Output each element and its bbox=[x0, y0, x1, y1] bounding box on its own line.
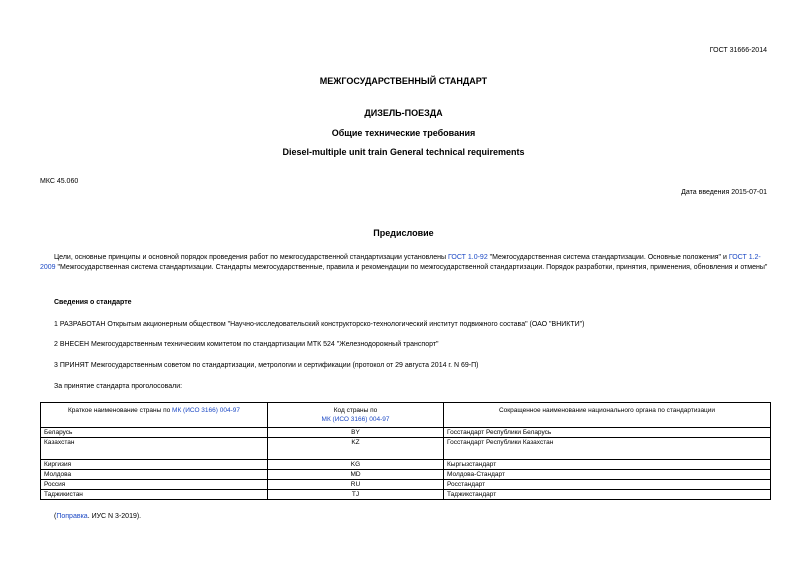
standard-type-title: МЕЖГОСУДАРСТВЕННЫЙ СТАНДАРТ bbox=[319, 76, 488, 86]
document-subtitle: Общие технические требования bbox=[331, 128, 476, 138]
foreword-heading: Предисловие bbox=[373, 228, 434, 238]
document-english-title: Diesel-multiple unit train General technical requirements bbox=[282, 147, 525, 157]
about-item-2: 2 ВНЕСЕН Межгосударственным техническим комитетом по стандартизации МТК 524 "Железнодорожный транспорт" bbox=[54, 341, 439, 348]
code-cell: BY bbox=[268, 428, 444, 438]
code-cell: TJ bbox=[268, 490, 444, 500]
about-item-1: 1 РАЗРАБОТАН Открытым акционерным обществом "Научно-исследовательский конструкторско-технологический институт подвижного состава" (ОАО "ВНИКТИ") bbox=[54, 321, 585, 328]
document-number: ГОСТ 31666-2014 bbox=[709, 47, 767, 54]
table-header-row bbox=[41, 403, 771, 428]
introduction-date: Дата введения 2015-07-01 bbox=[681, 189, 767, 196]
code-cell: KZ bbox=[268, 438, 444, 460]
about-item-3: 3 ПРИНЯТ Межгосударственным советом по стандартизации, метрологии и сертификации (протокол от 29 августа 2014 г. N 69-П) bbox=[54, 362, 479, 369]
body-cell: Росстандарт bbox=[444, 480, 771, 490]
mk-iso-3166-link[interactable]: МК (ИСО 3166) 004-97 bbox=[321, 416, 390, 423]
country-cell: Молдова bbox=[41, 470, 268, 480]
table-row bbox=[41, 428, 771, 438]
country-cell: Россия bbox=[41, 480, 268, 490]
country-cell: Киргизия bbox=[41, 460, 268, 470]
foreword-paragraph bbox=[40, 253, 770, 274]
country-cell: Беларусь bbox=[41, 428, 268, 438]
table-row bbox=[41, 438, 771, 460]
amendment-link[interactable]: Поправка bbox=[56, 513, 88, 520]
mk-iso-3166-link[interactable]: МК (ИСО 3166) 004-97 bbox=[172, 407, 240, 414]
table-row bbox=[41, 480, 771, 490]
voted-label: За принятие стандарта проголосовали: bbox=[54, 383, 183, 390]
foreword-text-1: Цели, основные принципы и основной порядок проведения работ по межгосударственной стандартизации установлены bbox=[54, 254, 448, 261]
header-country-name: Краткое наименование страны по МК (ИСО 3166) 004-97 bbox=[41, 403, 268, 428]
table-row bbox=[41, 460, 771, 470]
code-cell: MD bbox=[268, 470, 444, 480]
amendment-note: (Поправка. ИУС N 3-2019). bbox=[54, 513, 142, 520]
mks-code: МКС 45.060 bbox=[40, 178, 79, 185]
code-cell: KG bbox=[268, 460, 444, 470]
body-cell: Госстандарт Республики Казахстан bbox=[444, 438, 771, 460]
gost-1-2-2009-link[interactable]: ГОСТ 1.2-2009 bbox=[40, 254, 761, 272]
body-cell: Таджикстандарт bbox=[444, 490, 771, 500]
member-countries-table bbox=[40, 402, 771, 500]
header-country-code: Код страны по МК (ИСО 3166) 004-97 bbox=[268, 403, 444, 428]
about-standard-heading: Сведения о стандарте bbox=[54, 299, 132, 306]
code-cell: RU bbox=[268, 480, 444, 490]
document-name: ДИЗЕЛЬ-ПОЕЗДА bbox=[364, 108, 443, 118]
table-row bbox=[41, 470, 771, 480]
foreword-text-2: "Межгосударственная система стандартизации. Основные положения" и bbox=[487, 254, 729, 261]
table-row bbox=[41, 490, 771, 500]
body-cell: Госстандарт Республики Беларусь bbox=[444, 428, 771, 438]
body-cell: Молдова-Стандарт bbox=[444, 470, 771, 480]
country-cell: Казахстан bbox=[41, 438, 268, 460]
gost-1-0-92-link[interactable]: ГОСТ 1.0-92 bbox=[447, 254, 488, 261]
country-cell: Таджикистан bbox=[41, 490, 268, 500]
header-national-body: Сокращенное наименование национального органа по стандартизации bbox=[444, 403, 771, 428]
body-cell: Кыргызстандарт bbox=[444, 460, 771, 470]
foreword-text-3: "Межгосударственная система стандартизации. Стандарты межгосударственные, правила и рекомендации по межгосударственной стандартизации. Порядок разработки, принятия, применения, обновления и отмены" bbox=[55, 264, 768, 272]
